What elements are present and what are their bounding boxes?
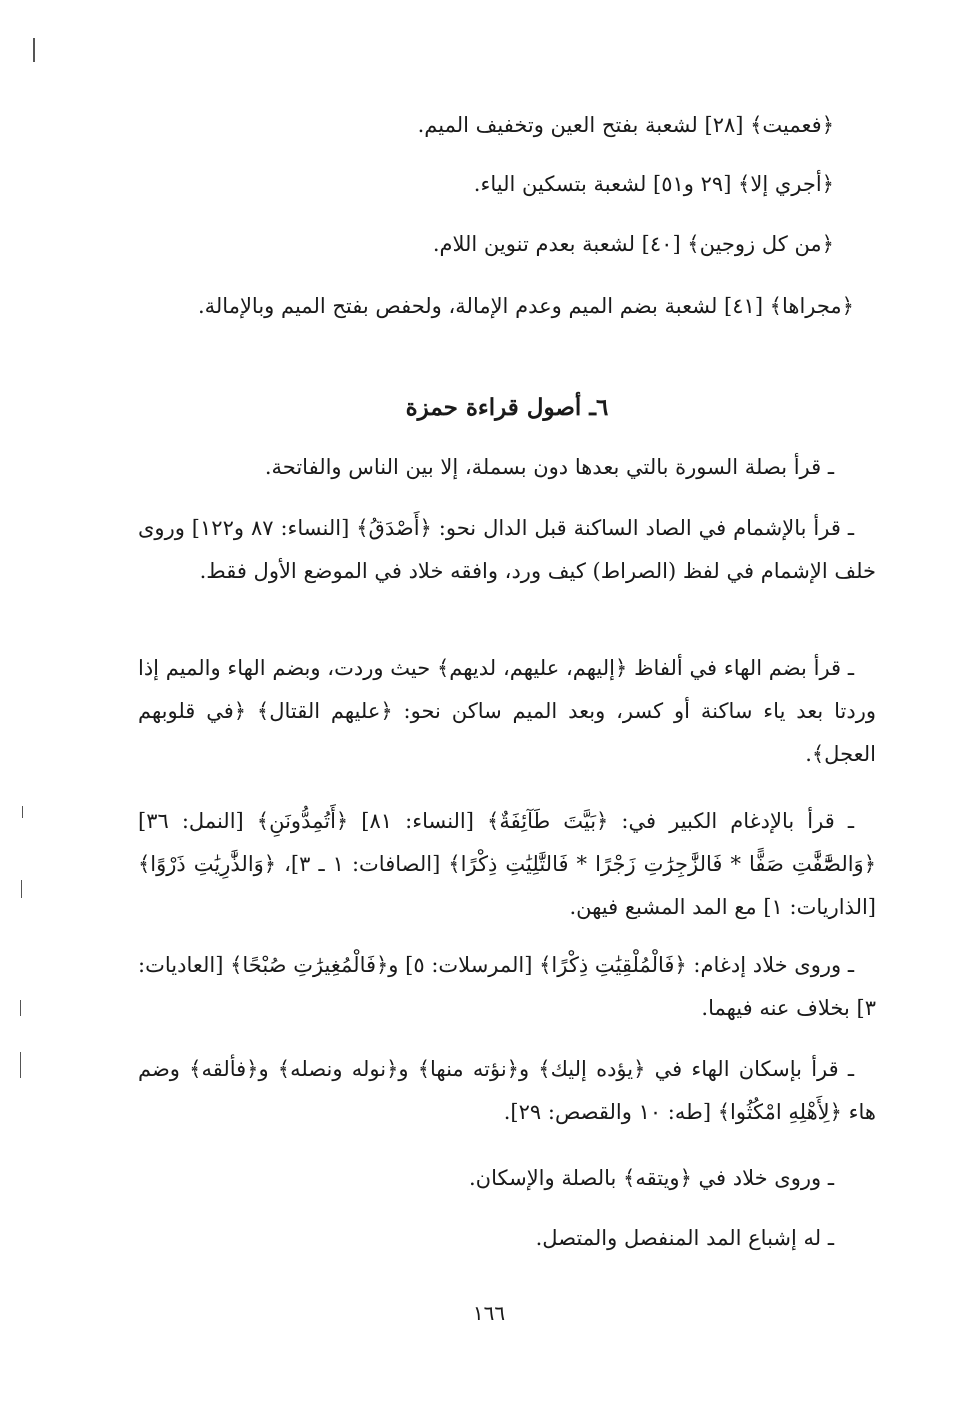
scan-edge-mark <box>20 1052 21 1078</box>
scan-edge-mark <box>20 1000 21 1016</box>
rule-paragraph: ـ قرأ بالإشمام في الصاد الساكنة قبل الدال نحو: ﴿أَصْدَقُ﴾ [النساء: ٨٧ و١٢٢] وروى خلف الإشمام في لفظ (الصراط) كيف ورد، وافقه خلاد في الموضع الأول فقط. <box>138 516 876 583</box>
rule-paragraph: ـ قرأ بالإدغام الكبير في: ﴿بَيَّتَ طَآئِفَةٌ﴾ [النساء: ٨١] ﴿أَتُمِدُّونَنِ﴾ [النمل: ٣٦] ﴿وَالصَّٰٓفَّٰتِ صَفًّا * فَالزَّٰجِرَٰتِ زَجْرًا * فَالتَّٰلِيَٰتِ ذِكْرًا﴾ [الصافات: ١ ـ ٣]، ﴿وَالذَّٰرِيَٰتِ ذَرْوًا﴾ [الذاريات: ١] مع المد المشبع فيهن. <box>138 809 876 919</box>
scan-edge-mark <box>21 880 22 898</box>
rule-paragraph: ـ قرأ بإسكان الهاء في ﴿يؤده إليك﴾ و﴿نؤته منها﴾ و﴿نوله ونصله﴾ و﴿فألقه﴾ وضم هاء ﴿لِأَهْلِهِ امْكُثُوا﴾ [طه: ١٠ والقصص: ٢٩]. <box>138 1057 876 1124</box>
page-number: ١٦٦ <box>472 1301 506 1325</box>
rule-paragraph: ـ قرأ بصلة السورة بالتي بعدها دون بسملة، إلا بين الناس والفاتحة. <box>264 455 834 479</box>
rule-paragraph: ـ وروى خلاد إدغام: ﴿فَالْمُلْقِيَٰتِ ذِكْرًا﴾ [المرسلات: ٥] و﴿فَالْمُغِيرَٰتِ صُبْحًا﴾ [العاديات: ٣] بخلاف عنه فيهما. <box>138 953 876 1020</box>
paragraph-line: ﴿فعميت﴾ [٢٨] لشعبة بفتح العين وتخفيف الميم. <box>417 113 834 137</box>
paragraph: ﴿مجراها﴾ [٤١] لشعبة بضم الميم وعدم الإمالة، ولحفص بفتح الميم وبالإمالة. <box>197 294 854 318</box>
section-heading: ٦ـ أصول قراءة حمزة <box>405 394 609 421</box>
paragraph-line: ﴿من كل زوجين﴾ [٤٠] لشعبة بعدم تنوين اللام. <box>432 232 834 256</box>
rule-paragraph: ـ له إشباع المد المنفصل والمتصل. <box>535 1226 834 1250</box>
rule-paragraph: ـ وروى خلاد في ﴿ويتقه﴾ بالصلة والإسكان. <box>469 1166 834 1190</box>
rule-paragraph: ـ قرأ بضم الهاء في ألفاظ ﴿إليهم، عليهم، لديهم﴾ حيث وردت، وبضم الهاء والميم إذا وردتا بعد ياء ساكنة أو كسر، وبعد الميم ساكن نحو: ﴿عليهم القتال﴾ ﴿في قلوبهم العجل﴾. <box>138 656 876 766</box>
scan-edge-mark <box>33 38 35 62</box>
paragraph-line: ﴿أجري إلا﴾ [٢٩ و٥١] لشعبة بتسكين الياء. <box>473 172 834 196</box>
scan-edge-mark <box>22 806 23 818</box>
